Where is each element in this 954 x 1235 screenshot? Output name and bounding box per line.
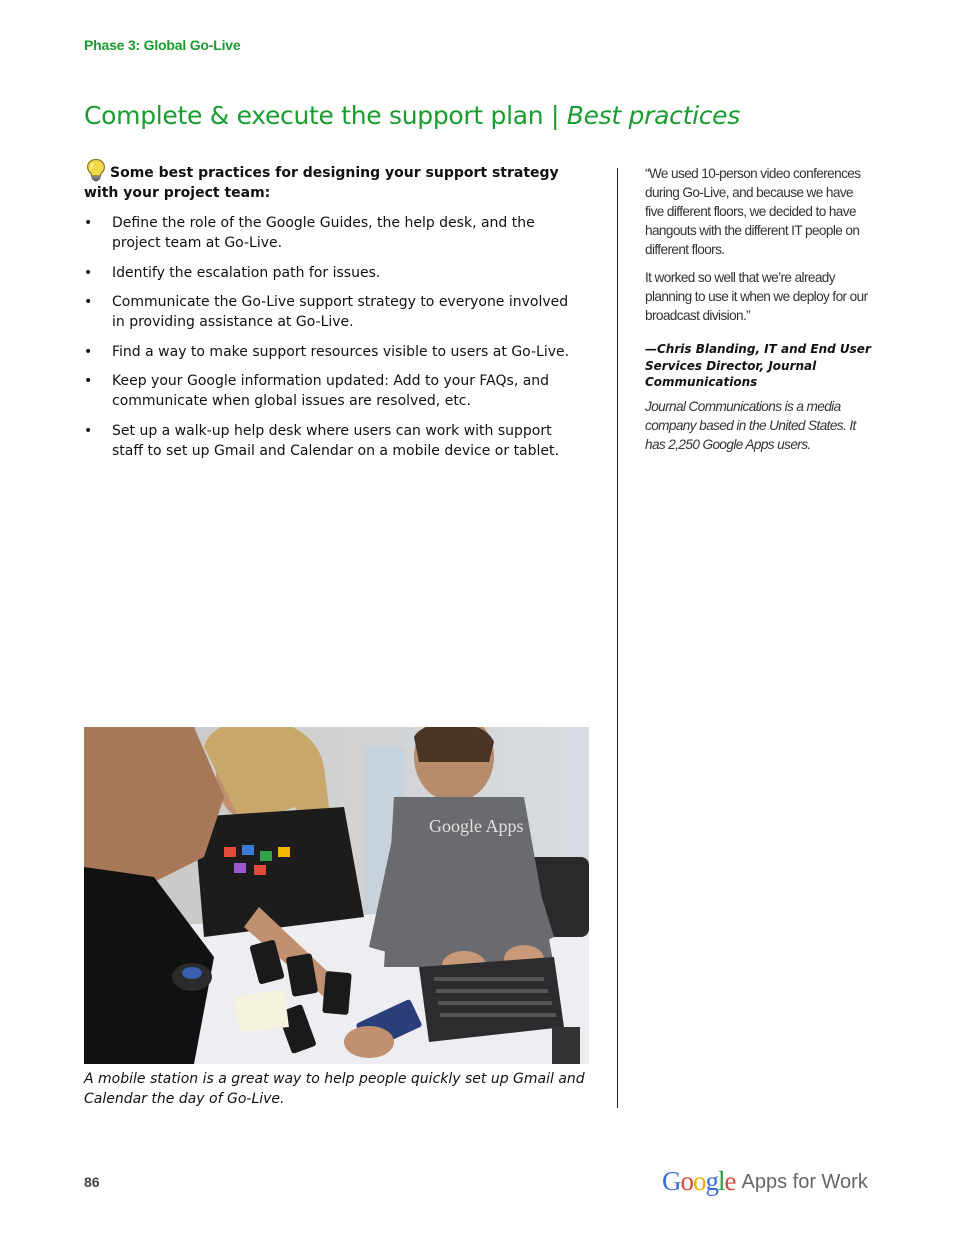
list-item-text: Find a way to make support resources visible to users at Go-Live. <box>112 343 570 360</box>
quote-paragraph-2: It worked so well that we’re already planning to use it when we deploy for our broadcast division.” <box>645 270 868 323</box>
list-item <box>84 213 584 253</box>
best-practices-column <box>84 158 584 471</box>
tips-list <box>84 213 584 461</box>
logo-suffix: Apps for Work <box>741 1171 868 1193</box>
page-title-emphasis: Best practices <box>566 101 740 130</box>
list-item <box>84 371 584 411</box>
bullet-icon: • <box>84 422 93 439</box>
company-note: Journal Communications is a media company based in the United States. It has 2,250 Google Apps users. <box>645 398 856 452</box>
bullet-icon: • <box>84 343 93 360</box>
list-item <box>84 292 584 332</box>
section-label: Phase 3: Global Go-Live <box>84 37 241 53</box>
page-title <box>84 101 884 130</box>
page-title-main: Complete & execute the support plan | <box>84 101 567 130</box>
bullet-icon: • <box>84 215 93 231</box>
intro-text: Some best practices for designing your support strategy with your project team: <box>84 165 559 201</box>
logo-letter: l <box>718 1166 725 1196</box>
logo-letter: o <box>680 1166 693 1196</box>
list-item-text: Define the role of the Google Guides, the help desk, and the project team at Go-Live. <box>112 215 535 251</box>
logo-letter: o <box>693 1166 706 1196</box>
column-divider <box>617 168 618 1108</box>
quote-attribution: —Chris Blanding, IT and End User Services Director, Journal Communications <box>645 342 871 389</box>
logo-letter: g <box>705 1166 718 1196</box>
customer-quote <box>645 164 873 463</box>
list-item-text: Set up a walk-up help desk where users can work with support staff to set up Gmail and Calendar on a mobile device or tablet. <box>112 422 559 459</box>
bullet-icon: • <box>84 264 93 281</box>
photo-caption: A mobile station is a great way to help people quickly set up Gmail and Calendar the day of Go-Live. <box>84 1071 585 1107</box>
list-item <box>84 342 584 362</box>
logo-letter: e <box>724 1166 736 1196</box>
lightbulb-icon <box>84 158 108 182</box>
mobile-station-photo <box>84 727 589 1064</box>
bullet-icon: • <box>84 373 93 390</box>
list-item <box>84 421 584 461</box>
google-apps-logo <box>662 1166 868 1197</box>
list-item-text: Keep your Google information updated: Add to your FAQs, and communicate when global issues are resolved, etc. <box>112 373 550 410</box>
list-item-text: Identify the escalation path for issues. <box>112 264 381 281</box>
page-number: 86 <box>84 1174 100 1190</box>
intro-paragraph <box>84 158 584 203</box>
logo-letter: G <box>662 1166 681 1196</box>
list-item <box>84 263 584 283</box>
quote-paragraph-1: “We used 10-person video conferences during Go-Live, and because we have five different floors, we decided to have hangouts with the different IT people on different floors. <box>645 166 861 257</box>
list-item-text: Communicate the Go-Live support strategy to everyone involved in providing assistance at Go-Live. <box>112 294 569 331</box>
shirt-print: Google Apps <box>429 816 524 836</box>
bullet-icon: • <box>84 294 93 311</box>
